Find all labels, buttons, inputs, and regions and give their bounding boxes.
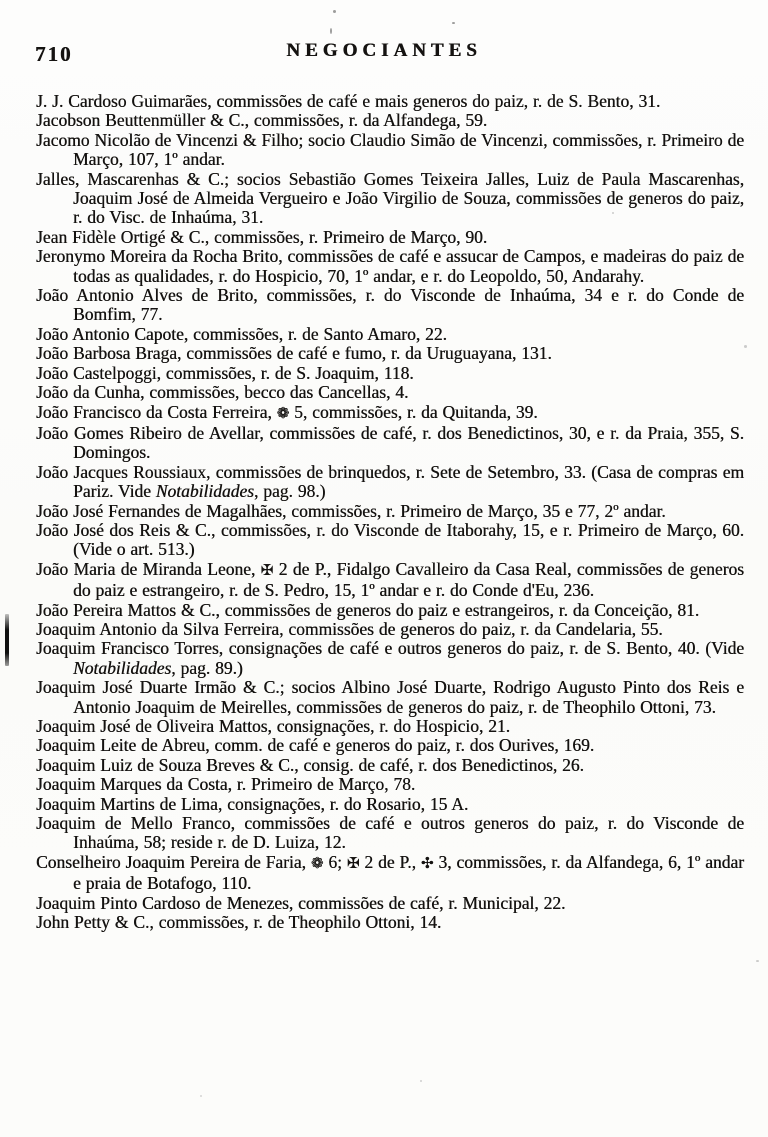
entry-text: John Petty & C., commissões, r. de Theophilo Ottoni, 14. (36, 912, 442, 933)
directory-entry (36, 463, 744, 502)
entry-text: João Castelpoggi, commissões, r. de S. Joaquim, 118. (36, 362, 414, 383)
entry-text: Joaquim Francisco Torres, consignações de café e outros generos do paiz, r. de S. Bento, 40. (Vide (36, 638, 744, 659)
directory-entry (36, 601, 744, 620)
entry-text: Joaquim Antonio da Silva Ferreira, commissões de generos do paiz, r. da Candelaria, 55. (36, 618, 663, 639)
entry-text: Joaquim de Mello Franco, commissões de café e outros generos do paiz, r. do Visconde de Inhaúma, 58; reside r. de D. Luiza, 12. (36, 813, 744, 853)
page-number: 710 (35, 42, 73, 66)
entry-text: Joaquim Luiz de Souza Breves & C., consig. de café, r. dos Benedictinos, 26. (36, 754, 584, 775)
directory-entry (36, 344, 744, 363)
directory-entry (36, 170, 744, 228)
directory-entry (36, 639, 744, 678)
directory-entry (36, 756, 744, 775)
directory-entry (36, 736, 744, 755)
entry-text: João Antonio Alves de Brito, commissões, r. do Visconde de Inhaúma, 34 e r. do Conde de Bomfim, 77. (36, 285, 744, 325)
directory-entry (36, 131, 744, 170)
directory-entry (36, 894, 744, 913)
scan-noise (612, 212, 614, 214)
directory-entry (36, 502, 744, 521)
directory-entry (36, 853, 744, 894)
rose-order-medal-icon: ❁ (310, 855, 324, 872)
scan-noise (744, 345, 747, 348)
directory-entry (36, 678, 744, 717)
directory-entry (36, 383, 744, 402)
page-header (0, 40, 768, 70)
scan-noise (200, 1095, 202, 1097)
entry-text: , pag. 89.) (171, 657, 243, 678)
entry-text: 5, commissões, r. da Quitanda, 39. (289, 401, 538, 422)
entry-text: João Francisco da Costa Ferreira, (36, 401, 277, 422)
entry-text: Joaquim José Duarte Irmão & C.; socios Albino José Duarte, Rodrigo Augusto Pinto dos Reis e Antonio Joaquim de Meirelles, commissões de generos do paiz, r. de Theophilo Ottoni, 73. (36, 677, 744, 717)
scan-noise (420, 1080, 422, 1082)
entry-text: João José dos Reis & C., commissões, r. do Visconde de Itaborahy, 15, e r. Primeiro de Março, 60. (Vide o art. 513.) (36, 519, 744, 560)
entry-text: Conselheiro Joaquim Pereira de Faria, (36, 851, 311, 872)
entry-text: João da Cunha, commissões, becco das Cancellas, 4. (36, 382, 409, 403)
entry-text: Joaquim José de Oliveira Mattos, consignações, r. do Hospicio, 21. (36, 716, 511, 736)
directory-entry (36, 403, 744, 424)
entry-text: Jean Fidèle Ortigé & C., commissões, r. Primeiro de Março, 90. (36, 226, 488, 247)
entry-text: Joaquim Martins de Lima, consignações, r. do Rosario, 15 A. (36, 793, 469, 814)
entry-text: João José Fernandes de Magalhães, commissões, r. Primeiro de Março, 35 e 77, 2º andar. (36, 500, 666, 521)
christ-order-cross-icon: ✠ (346, 855, 360, 872)
entry-text: 3, commissões, r. da Alfandega, 6, 1º andar e praia de Botafogo, 110. (73, 851, 744, 894)
entry-text: Joaquim Leite de Abreu, comm. de café e generos do paiz, r. dos Ourives, 169. (36, 735, 595, 756)
directory-entry (36, 364, 744, 383)
entry-text: João Antonio Capote, commissões, r. de Santo Amaro, 22. (36, 323, 447, 344)
entry-text: Jeronymo Moreira da Rocha Brito, commissões de café e assucar de Campos, e madeiras do paiz de todas as qualidades, r. do Hospicio, 70, 1º andar, e r. do Leopoldo, 50, Andarahy. (36, 246, 744, 286)
directory-entry (36, 814, 744, 853)
entry-text: Joaquim Pinto Cardoso de Menezes, commissões de café, r. Municipal, 22. (36, 892, 566, 913)
entry-text: 6; (323, 851, 347, 872)
directory-entry (36, 521, 744, 560)
scan-noise (756, 960, 759, 962)
rose-order-medal-icon: ❁ (276, 405, 290, 422)
entry-text: Jacobson Beuttenmüller & C., commissões, r. da Alfandega, 59. (36, 110, 488, 131)
entry-text-italic: Notabilidades (73, 657, 172, 678)
directory-entry (36, 325, 744, 344)
entry-text: J. J. Cardoso Guimarães, commissões de café e mais generos do paiz, r. de S. Bento, 31. (36, 91, 661, 111)
directory-entry (36, 775, 744, 794)
page-title: NEGOCIANTES (286, 40, 482, 61)
directory-entry (36, 913, 744, 932)
directory-entry (36, 620, 744, 639)
entry-text: Jalles, Mascarenhas & C.; socios Sebastião Gomes Teixeira Jalles, Luiz de Paula Mascarenhas, Joaquim José de Almeida Vergueiro e João Virgilio de Souza, commissões de generos do paiz, r. do Visc. de Inhaúma, 31. (36, 168, 744, 228)
scan-noise (452, 22, 455, 24)
directory-entries (36, 92, 744, 932)
entry-text: João Maria de Miranda Leone, (36, 558, 261, 579)
directory-entry (36, 717, 744, 736)
entry-text: João Gomes Ribeiro de Avellar, commissões de café, r. dos Benedictinos, 30, e r. da Praia, 355, S. Domingos. (36, 422, 744, 463)
directory-entry (36, 111, 744, 130)
directory-entry (36, 424, 744, 463)
entry-text: , pag. 98.) (253, 481, 326, 502)
directory-entry (36, 795, 744, 814)
directory-entry (36, 247, 744, 286)
entry-text-italic: Notabilidades (155, 481, 254, 502)
ink-smudge-mark (5, 614, 9, 666)
aviz-order-cross-icon: ✣ (420, 855, 434, 872)
entry-text: 2 de P., Fidalgo Cavalleiro da Casa Real, commissões de generos do paiz e estrangeiro, r. de S. Pedro, 15, 1º andar e r. do Conde d'Eu, 236. (73, 558, 744, 601)
directory-entry (36, 92, 744, 111)
entry-text: João Pereira Mattos & C., commissões de generos do paiz e estrangeiros, r. da Conceição, 81. (36, 599, 700, 620)
entry-text: Jacomo Nicolão de Vincenzi & Filho; socio Claudio Simão de Vincenzi, commissões, r. Primeiro de Março, 107, 1º andar. (36, 129, 744, 170)
directory-entry (36, 286, 744, 325)
scan-noise (330, 28, 332, 34)
entry-text: João Barbosa Braga, commissões de café e fumo, r. da Uruguayana, 131. (36, 343, 552, 364)
directory-entry (36, 560, 744, 601)
directory-entry (36, 228, 744, 247)
christ-order-cross-icon: ✠ (260, 562, 274, 579)
entry-text: João Jacques Roussiaux, commissões de brinquedos, r. Sete de Setembro, 33. (Casa de compras em Pariz. Vide (36, 461, 744, 502)
entry-text: 2 de P., (359, 851, 421, 872)
scan-noise (333, 10, 336, 13)
entry-text: Joaquim Marques da Costa, r. Primeiro de Março, 78. (36, 774, 416, 795)
